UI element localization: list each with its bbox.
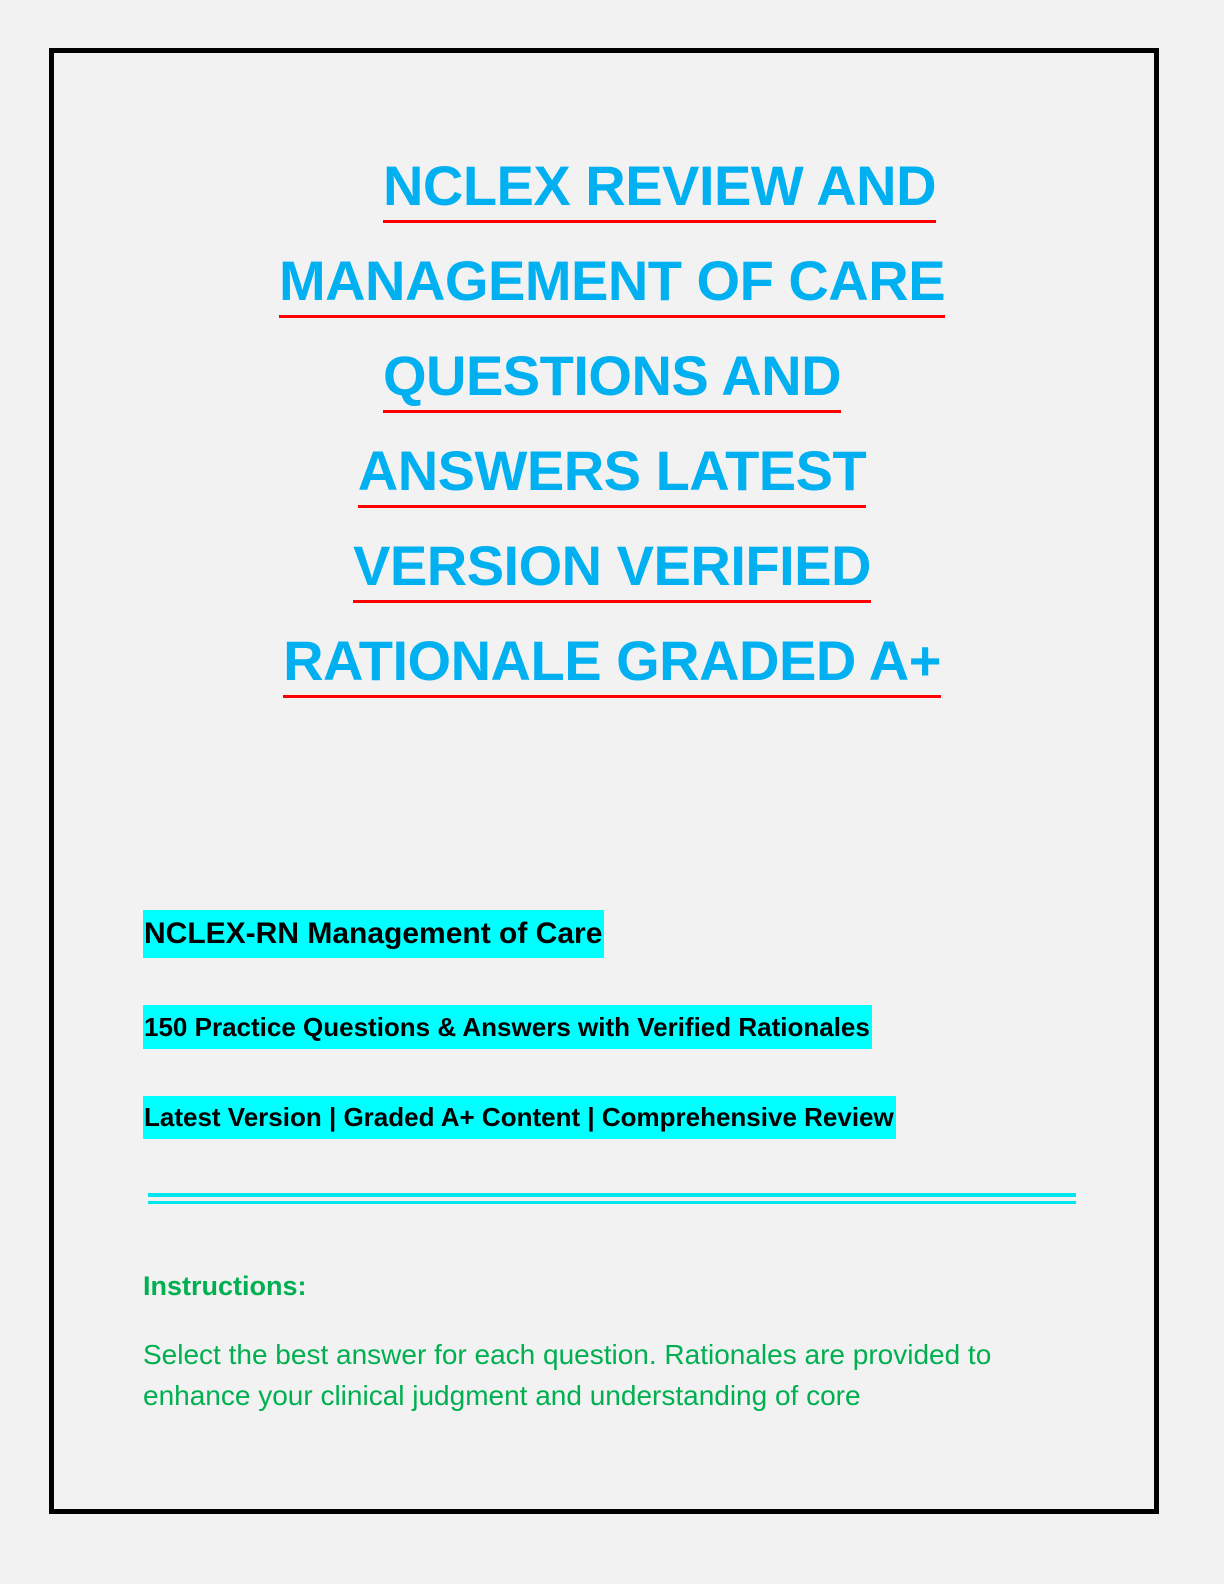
title-line-text: NCLEX REVIEW AND (383, 152, 936, 223)
instructions-body: Select the best answer for each question. Rationales are provided to enhance your clinical judgment and understanding of core (143, 1339, 992, 1411)
double-line-divider (148, 1193, 1076, 1204)
title-line (200, 342, 1024, 437)
title-line (200, 437, 1024, 532)
title-line-text: QUESTIONS AND (383, 342, 841, 413)
title-line-text: MANAGEMENT OF CARE (279, 247, 945, 318)
question-summary-highlight: 150 Practice Questions & Answers with Verified Rationales (143, 1005, 872, 1049)
course-name-highlight: NCLEX-RN Management of Care (143, 910, 604, 958)
title-line-text: ANSWERS LATEST (358, 437, 866, 508)
document-title (200, 152, 1024, 722)
title-line (200, 247, 1024, 342)
title-line (200, 152, 1024, 247)
version-info-highlight: Latest Version | Graded A+ Content | Comprehensive Review (143, 1096, 896, 1139)
instructions-heading: Instructions: (143, 1271, 307, 1301)
title-line (200, 627, 1024, 722)
title-line-text: VERSION VERIFIED (353, 532, 871, 603)
title-line-text: RATIONALE GRADED A+ (283, 627, 941, 698)
title-line (200, 532, 1024, 627)
